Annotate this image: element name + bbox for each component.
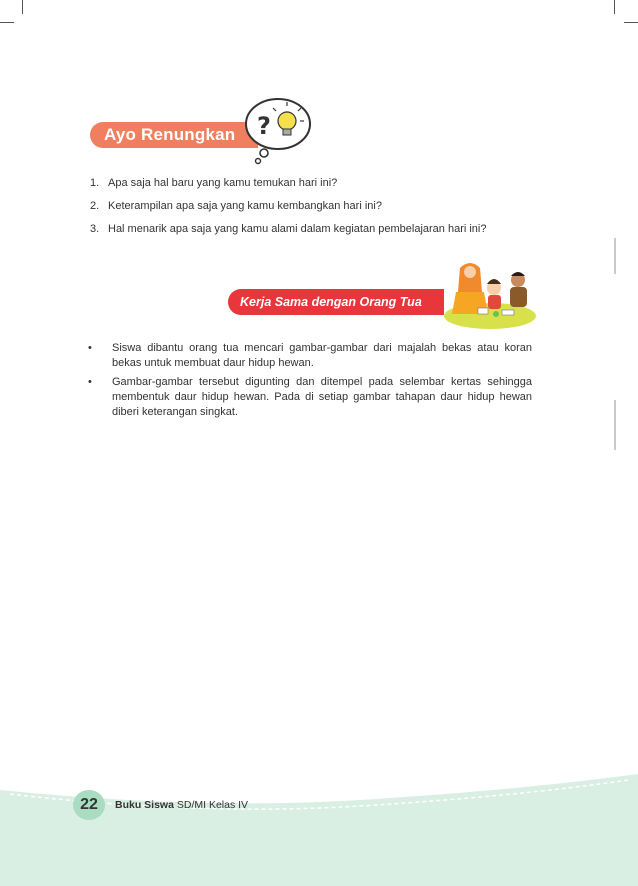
question-number: 2. [90,200,100,212]
list-item [88,341,532,371]
list-item [90,176,530,191]
list-item [90,222,530,237]
question-number: 3. [90,223,100,235]
bullet-text: Gambar-gambar tersebut digunting dan ditempel pada selembar kertas sehingga membentuk daur hidup hewan. Pada di setiap gambar tahapan daur hidup hewan diberi keterangan singkat. [112,376,532,418]
kerja-sama-title: Kerja Sama dengan Orang Tua [240,295,422,309]
question-text: Hal menarik apa saja yang kamu alami dalam kegiatan pembelajaran hari ini? [108,223,487,235]
book-title-rest: SD/MI Kelas IV [173,799,249,811]
family-illustration-icon [438,258,538,332]
crop-mark-tl-h [0,22,14,23]
right-margin-line [614,238,616,274]
thought-bubble-icon [240,96,314,166]
question-text: Apa saja hal baru yang kamu temukan hari ini? [108,177,338,189]
question-text: Keterampilan apa saja yang kamu kembangkan hari ini? [108,200,382,212]
crop-mark-tr-v [614,0,615,14]
bullet-text: Siswa dibantu orang tua mencari gambar-gambar dari majalah bekas atau koran bekas untuk membuat daur hidup hewan. [112,342,532,369]
question-number: 1. [90,177,100,189]
book-title-bold: Buku Siswa [115,799,174,811]
bullet-mark: • [88,342,92,354]
activity-bullets [88,341,532,424]
book-title [115,799,248,811]
ayo-renungkan-title: Ayo Renungkan [104,125,236,144]
page-number: 22 [73,790,105,820]
list-item [88,375,532,420]
svg-text:?: ? [257,112,271,140]
crop-mark-tl-v [22,0,23,14]
bullet-mark: • [88,376,92,388]
footer-wave [0,770,638,886]
right-margin-line [614,400,616,450]
crop-mark-tr-h [624,22,638,23]
reflection-questions [90,176,530,245]
list-item [90,199,530,214]
